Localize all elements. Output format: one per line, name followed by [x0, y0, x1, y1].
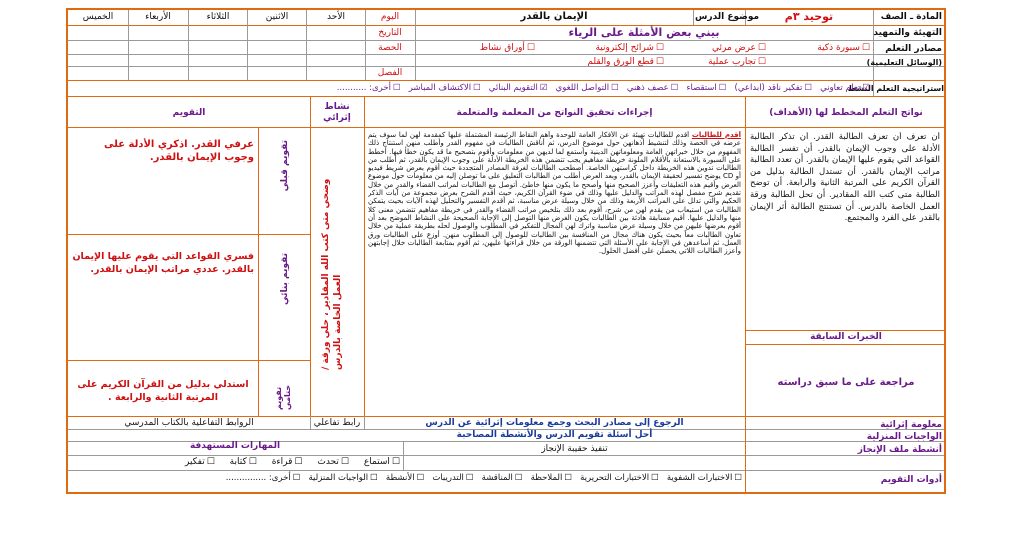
resource-slides[interactable]: ☐ شرائح إلكترونية	[538, 43, 664, 54]
prior-label: الخبرات السابقة	[810, 332, 882, 342]
period-label: الحصة	[378, 43, 402, 53]
prior-value: مراجعة على ما سبق دراسته	[777, 377, 915, 388]
homework-label: الواجبات المنزلية	[866, 432, 942, 442]
eval-pre-text: عرفي القدر. اذكري الأدلة على وجوب الإيمان بالقدر.	[104, 139, 254, 163]
resource-worksheets[interactable]: ☐ أوراق نشاط	[463, 43, 535, 54]
tools-label: أدوات التقويم	[880, 475, 942, 485]
tools-list	[70, 473, 742, 484]
tool-homework[interactable]: ☐ الواجبات المنزلية	[309, 473, 378, 483]
activity-header: نشاط إثرائي	[323, 102, 351, 123]
activity-text: / وضحي متى كتب الله المقادير ، حلي ورقة العمل الخاصة بالدرس	[321, 178, 343, 370]
eval-mid-label: تقويم بنائي	[280, 253, 290, 305]
tool-written[interactable]: ☐ الاختبارات التحريرية	[580, 473, 659, 483]
topic-value: الإيمان بالقدر	[520, 11, 588, 22]
intro-value: بيني بعض الأمثلة على الرياء	[568, 26, 720, 39]
lesson-plan-sheet	[66, 8, 946, 494]
skill-thinking[interactable]: ☐ تفكير	[179, 457, 215, 467]
intro-label: التهيئة والتمهيد	[873, 28, 942, 38]
strategy-language[interactable]: ☐ التواصل اللغوي	[556, 83, 619, 93]
skills-label: المهارات المستهدفة	[189, 441, 281, 451]
skill-listening[interactable]: ☐ استماع	[358, 457, 400, 467]
strategy-critical[interactable]: ☐ تفكير ناقد (ابداعي)	[735, 83, 812, 93]
info-label: معلومة إثرائية	[880, 420, 942, 430]
subject-value: توحيد ٣م	[784, 10, 834, 23]
strategy-brainstorm[interactable]: ☐ عصف ذهني	[627, 83, 679, 93]
class-label: الفصل	[377, 68, 403, 78]
day-label: اليوم	[380, 12, 400, 22]
resource-paper-pen[interactable]: ☐ قطع الورق والقلم	[538, 57, 664, 68]
resource-smartboard[interactable]: ☐ سبورة ذكية	[768, 43, 870, 54]
resource-video[interactable]: ☐ عرض مرئي	[666, 43, 766, 54]
tool-exercises[interactable]: ☐ التدريبات	[432, 473, 473, 483]
eval-pre-label: تقويم قبلي	[280, 140, 290, 192]
date-label: التاريخ	[378, 28, 402, 38]
procedures-text: أقدم للطالبات أقدم للطالبات تهيئة عن الأفكار العامة للوحدة وأهم النقاط الرئيسة المشتملة عليها كمقدمة لهن لما سوف يتم عرضه في الحصة وذلك لتنشيط أذهانهن حول موضوع الدرس، ثم أناقش الطالبات في مفهوم القدر وأطلب منهن استنتاج ذلك المفهوم من خلال خبراتهن العامة ومعلوماتهن الدينية وأستمع لما لديهن من معلومات وأقوم بتصحيح ما قد يكون خطأ فيها. أخطط على السبورة بالاستعانة بالأقلام الملونة خريطة مفاهيم يجب تتضمن هذه الخريطة الأدلة على وجوب الإيمان بالقدر، ثم أطلب من الطالبات تدوين هذه الخريطة داخل كراستهن الخاصة. أصطحب الطالبات لغرفة المصادر المتجددة حيث أقوم بعرض شريط فيديو أو CD يوضح تفسير لحقيقة الإيمان بالقدر، وبعد العرض أطلب من الطالبات التعليق على ما توصلن إليه من معلومات حول موضوع العرض وأقيم هذه التعليقات وأعزز الصحيح منها وأصحح ما يكون منها خاطئ. أتوصل مع الطالبات لمراتب القضاء والقدر من خلال تقديم شرح مفصل لهذه المراتب والدليل عليها وذلك في ضوء القرآن الكريم، حيث أقدم الشرح بعرض مجموعة من آيات الذكر الحكيم والتي تدلل على المراتب الأربعة وذلك من خلال وسيلة عرض مناسبة، ثم أقدم التفسير والتحليل لهذه الآيات بحيث يتمكن الطالبات من استيعاب من يقدم لهن من شرح، أقوم بعد ذلك بتلخيص مراتب القضاء والقدر في خريطة مفاهيم تتضمن معنى كلا منها والدليل عليها. أقيم مسابقة هادئة بين الطالبات يكون الغرض منها التوصل إلى الإجابة الصحيحة على النشاط الموضح بعد أن أقوم بعرضها عليهن من خلال وسيلة عرض مناسبة واترك لهن المجال للتفكير في المطلوب والوصول لحله بطريقة عملية من خلال تعاون الطالبات معاً بحيث يكون هناك مجال من المنافسة بين الطالبات للوصول إلى المطلوب منهن. أوزع على الطالبات ورق العمل، ثم أساعدهن في الإجابة على الأسئلة التي تتضمنها الورقة من خلال قراءتها عليهن، ثم أقوم بمتابعة الطالبات خلال إجابتهن وأعزز الطالبات اللاتي يحصلن على أفضل الحلول.	[368, 131, 741, 256]
strategy-inquiry[interactable]: ☐ استقصاء	[686, 83, 726, 93]
day-monday: الاثنين	[265, 12, 289, 22]
strategy-cooperative[interactable]: ☑ تعلم تعاوني	[820, 83, 870, 93]
tool-discussion[interactable]: ☐ المناقشة	[482, 473, 523, 483]
tool-oral[interactable]: ☐ الاختبارات الشفوية	[667, 473, 742, 483]
day-wednesday: الأربعاء	[145, 12, 171, 22]
resources-label: مصادر التعلم	[885, 44, 942, 54]
strategy-discovery[interactable]: ☐ الاكتشاف المباشر	[409, 83, 481, 93]
topic-label: موضوع الدرس	[695, 12, 760, 22]
resource-experiments[interactable]: ☐ تجارب عملية	[666, 57, 766, 68]
skill-writing[interactable]: ☐ كتابة	[224, 457, 257, 467]
portfolio-value: تنفيذ حقيبة الإنجاز	[541, 444, 608, 454]
day-tuesday: الثلاثاء	[206, 12, 230, 22]
skills-list	[70, 457, 400, 468]
skill-reading[interactable]: ☐ قراءة	[266, 457, 303, 467]
strategy-other[interactable]: ☐ أخرى: ...........	[337, 83, 401, 93]
strategy-list	[70, 83, 870, 94]
homework-value: أحل أسئلة تقويم الدرس والأنشطة المصاحبة	[456, 430, 653, 440]
strategy-label: استراتيجية التعلم النشط	[847, 84, 944, 93]
tool-activities[interactable]: ☐ الأنشطة	[386, 473, 424, 483]
resources-sub: (الوسائل التعليمية)	[866, 58, 942, 67]
skill-speaking[interactable]: ☐ تحدث	[311, 457, 349, 467]
tool-other[interactable]: ☐ أخرى: ...............	[226, 473, 301, 483]
info-value: الرجوع إلى مصادر البحث وجمع معلومات إثرائية عن الدرس	[425, 418, 684, 428]
day-sunday: الأحد	[327, 12, 345, 22]
subject-label: المادة ـ الصف	[880, 12, 942, 22]
outcomes-header: نواتج التعلم المخطط لها (الأهداف)	[769, 108, 923, 118]
procedures-header: إجراءات تحقيق النواتج من المعلمة والمتعلمة	[456, 108, 653, 118]
day-thursday: الخميس	[82, 12, 114, 22]
eval-final-label: تقويم ختامي	[274, 384, 292, 410]
evaluation-header: التقويم	[172, 108, 206, 118]
link-label: رابط تفاعلي	[313, 418, 361, 428]
link-value[interactable]: الروابط التفاعلية بالكتاب المدرسي	[124, 418, 254, 428]
strategy-formative[interactable]: ☑ التقويم البنائي	[489, 83, 548, 93]
outcomes-text: أن تعرف أن تعرف الطالبة القدر. أن تذكر الطالبة الأدلة على وجوب الإيمان بالقدر. أن تفسر الطالبة القواعد التي يقوم عليها الإيمان بالقدر. أن تعدد الطالبة مراتب الإيمان بالقدر. أن تستدل الطالبة بدليل من القرآن الكريم على المرتبة الثانية والرابعة. أن توضح الطالبة متى كتب الله المقادير. أن تحل الطالبة ورقة العمل الخاصة بالدرس. أن تستنتج الطالبة أثر الإيمان بالقدر على الفرد والمجتمع.	[750, 132, 940, 224]
eval-final-text: استدلي بدليل من القرآن الكريم على المرتبة الثانية والرابعة .	[77, 379, 249, 403]
portfolio-label: أنشطة ملف الإنجاز	[857, 445, 942, 455]
eval-mid-text: فسري القواعد التي يقوم عليها الإيمان بالقدر. عددي مراتب الإيمان بالقدر.	[72, 251, 254, 275]
tool-observation[interactable]: ☐ الملاحظة	[531, 473, 572, 483]
